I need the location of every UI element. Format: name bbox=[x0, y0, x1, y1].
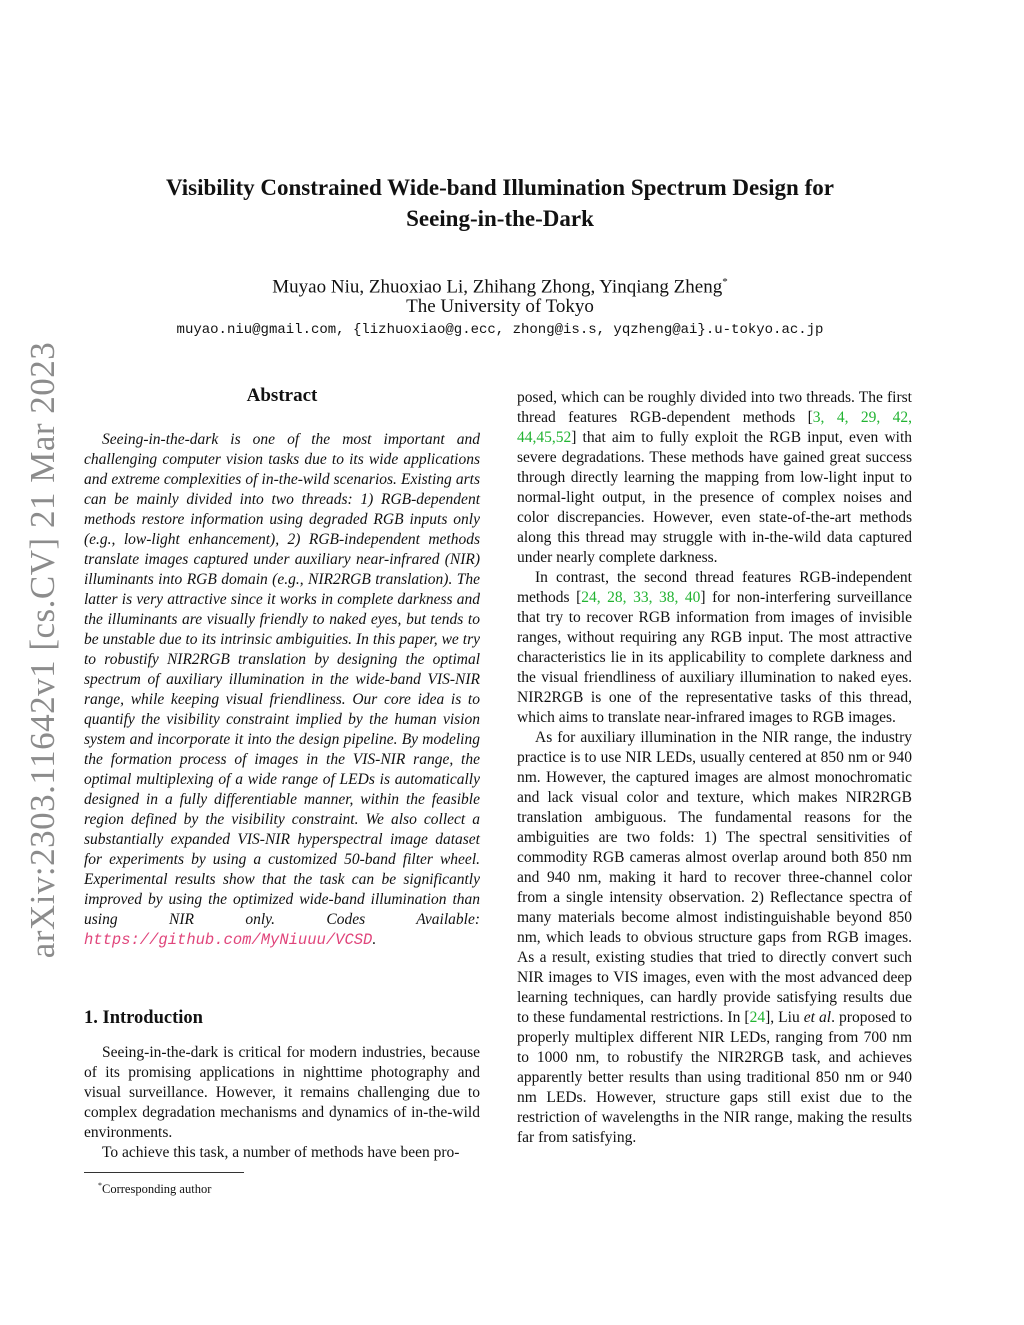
author-names: Muyao Niu, Zhuoxiao Li, Zhihang Zhong, Yinqiang Zheng bbox=[272, 276, 723, 298]
introduction-body bbox=[84, 1043, 480, 1163]
author-emails: muyao.niu@gmail.com, {lizhuoxiao@g.ecc, zhong@is.s, yqzheng@ai}.u-tokyo.ac.jp bbox=[176, 322, 824, 338]
abstract-end: . bbox=[372, 931, 377, 948]
code-url-link[interactable]: https://github.com/MyNiuuu/VCSD bbox=[84, 931, 373, 949]
citation-links-1[interactable]: 3, 4, 29, 42, 44,45,52 bbox=[517, 409, 912, 446]
right-paragraph-1 bbox=[517, 388, 912, 568]
affiliation: The University of Tokyo bbox=[406, 296, 594, 317]
abstract-text: Seeing-in-the-dark is one of the most important and challenging computer vision tasks due to its wide applications and extreme complexities of in-the-wild scenarios. Existing arts can be mainly divided into two threads: 1) RGB-dependent methods restore information using degraded RGB inputs only (e.g., low-light enhancement), 2) RGB-independent methods translate images captured under auxiliary near-infrared (NIR) illuminants into RGB domain (e.g., NIR2RGB translation). The latter is very attractive since it works in complete darkness and the illuminants are visually friendly to naked eyes, but tends to be unstable due to its intrinsic ambiguities. In this paper, we try to robustify NIR2RGB translation by designing the optimal spectrum of auxiliary illumination in the wide-band VIS-NIR range, while keeping visual friendliness. Our core idea is to quantify the visibility constraint implied by the human vision system and incorporate it into the design pipeline. By modeling the formation process of images in the VIS-NIR range, the optimal multiplexing of a wide range of LEDs is automatically designed in a fully differentiable manner, within the feasible region defined by the visibility constraint. We also collect a substantially expanded VIS-NIR hyperspectral image dataset for experiments by using a customized 50-band filter wheel. Experimental results show that the task can be significantly improved by using the optimized wide-band illumination than using NIR only. Codes Available: bbox=[84, 431, 480, 928]
arxiv-identifier-stamp bbox=[8, 341, 78, 959]
footnote-text: Corresponding author bbox=[102, 1182, 212, 1197]
right-p2-text-b: ] for non-interfering surveillance that try to recover RGB information from images of invisible ranges, without requiring any RGB input. The most attractive characteristics lie in its applicability to complete darkness and the visual friendliness of auxiliary illumination to naked eyes. NIR2RGB is one of the representative tasks of this thread, which aims to translate near-infrared images to RGB images. bbox=[517, 589, 912, 726]
right-p3-text-c: . proposed to properly multiplex different NIR LEDs, ranging from 700 nm to 1000 nm, to robustify the NIR2RGB task, and achieves apparently better results than using traditional 850 nm or 940 nm LEDs. However, structure gaps still exist due to the restriction of wavelengths in the NIR range, making the results far from satisfying. bbox=[517, 1009, 913, 1146]
intro-paragraph-1: Seeing-in-the-dark is critical for modern industries, because of its promising applications in nighttime photography and visual surveillance. However, it remains challenging due to complex degradation mechanisms and dynamics of in-the-wild environments. bbox=[84, 1044, 480, 1141]
right-paragraph-2 bbox=[517, 568, 912, 728]
right-p3-text-b: ], Liu bbox=[765, 1009, 804, 1026]
right-column-body bbox=[517, 388, 912, 1148]
footnote-rule bbox=[84, 1172, 244, 1173]
paper-title: Visibility Constrained Wide-band Illumination Spectrum Design for Seeing-in-the-Dark bbox=[166, 175, 834, 231]
intro-paragraph-2: To achieve this task, a number of methods have been pro- bbox=[102, 1144, 460, 1161]
right-p3-etal: et al bbox=[803, 1009, 832, 1026]
arxiv-identifier-text: arXiv:2303.11642v1 [cs.CV] 21 Mar 2023 bbox=[23, 341, 62, 959]
corresponding-author-mark: * bbox=[722, 276, 728, 288]
right-paragraph-3 bbox=[517, 728, 912, 1148]
right-p3-text-a: As for auxiliary illumination in the NIR range, the industry practice is to use NIR LEDs, usually centered at 850 nm or 940 nm. However, the captured images are almost monochromatic and lack visual color and texture, which makes NIR2RGB translation ambiguous. The fundamental reasons for the ambiguities are two folds: 1) The spectral sensitivities of commodity RGB cameras almost overlap around both 850 nm and 940 nm, making it hard to recover three-channel color from a single intensity observation. 2) Reflectance spectra of many materials become almost indistinguishable beyond 850 nm, which leads to obvious structure gaps from RGB images. As a result, existing studies that tried to directly convert such NIR images to VIS images, even with the most advanced deep learning techniques, can hardly provide satisfying results due to these fundamental restrictions. In [ bbox=[517, 729, 912, 1026]
abstract-body bbox=[84, 430, 480, 950]
citation-link-24[interactable]: 24 bbox=[749, 1009, 766, 1026]
footnote-mark: * bbox=[98, 1181, 102, 1190]
footnote bbox=[98, 1178, 211, 1197]
citation-links-2[interactable]: 24, 28, 33, 38, 40 bbox=[581, 589, 701, 606]
right-p1-text-b: ] that aim to fully exploit the RGB input, even with severe degradations. These methods have gained great success through directly learning the mapping from low-light input to normal-light output, in the presence of complex noises and color discrepancies. However, even state-of-the-art methods along this thread may struggle with in-the-wild data captured under nearly complete darkness. bbox=[517, 429, 912, 566]
right-p1-text-a: posed, which can be roughly divided into two threads. The first thread features RGB-dependent methods [ bbox=[517, 389, 912, 426]
abstract-heading: Abstract bbox=[246, 385, 318, 406]
section-heading-introduction: 1. Introduction bbox=[84, 1008, 203, 1028]
right-p2-text-a: In contrast, the second thread features RGB-independent methods [ bbox=[517, 569, 912, 606]
